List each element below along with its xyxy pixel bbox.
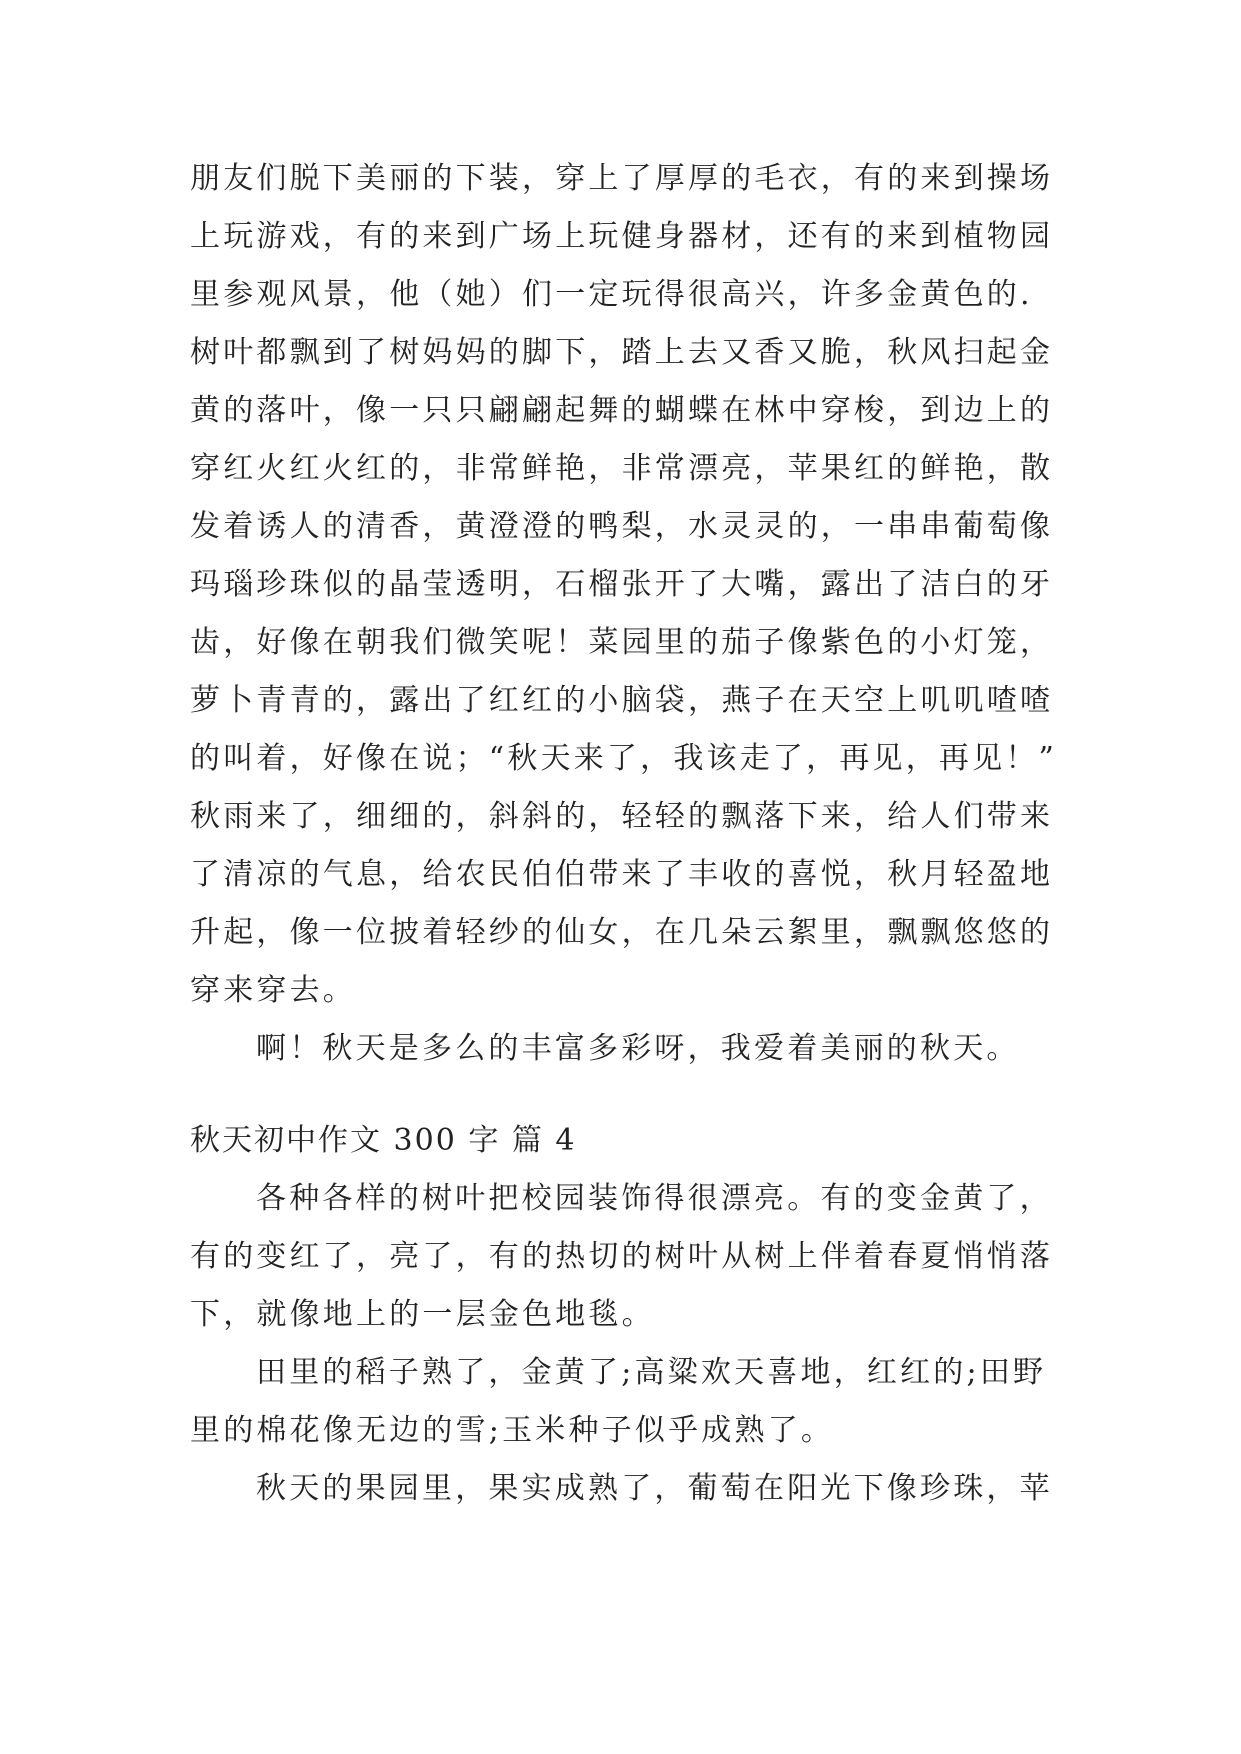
- section-1: [190, 150, 1070, 1078]
- paragraph: [190, 1170, 1070, 1344]
- text-line: 有的变红了，亮了，有的热切的树叶从树上伴着春夏悄悄落: [190, 1239, 1054, 1274]
- paragraph: [190, 1344, 1070, 1460]
- text-line: 各种各样的树叶把校园装饰得很漂亮。有的变金黄了，: [256, 1181, 1053, 1216]
- text-line: 升起，像一位披着轻纱的仙女，在几朵云絮里，飘飘悠悠的: [190, 915, 1054, 950]
- text-line: 里的棉花像无边的雪;玉米种子似乎成熟了。: [190, 1413, 835, 1448]
- document-page: [190, 150, 1070, 1518]
- text-line: 朋友们脱下美丽的下装，穿上了厚厚的毛衣，有的来到操场: [190, 161, 1054, 196]
- text-line: 树叶都飘到了树妈妈的脚下，踏上去又香又脆，秋风扫起金: [190, 335, 1054, 370]
- text-line: 田里的稻子熟了，金黄了;高粱欢天喜地，红红的;田野: [256, 1355, 1047, 1390]
- text-line: 秋天的果园里，果实成熟了，葡萄在阳光下像珍珠，苹: [256, 1471, 1053, 1506]
- text-line: 玛瑙珍珠似的晶莹透明，石榴张开了大嘴，露出了洁白的牙: [190, 567, 1054, 602]
- text-line: 黄的落叶，像一只只翩翩起舞的蝴蝶在林中穿梭，到边上的: [190, 393, 1054, 428]
- text-line: 的叫着，好像在说；“秋天来了，我该走了，再见，再见！”: [190, 741, 1058, 776]
- text-line: 穿来穿去。: [190, 973, 356, 1008]
- text-line: 上玩游戏，有的来到广场上玩健身器材，还有的来到植物园: [190, 219, 1054, 254]
- section-spacer: [190, 1078, 1070, 1112]
- paragraph: [190, 1020, 1070, 1078]
- text-line: 啊！秋天是多么的丰富多彩呀，我爱着美丽的秋天。: [256, 1031, 1020, 1066]
- text-line: 齿，好像在朝我们微笑呢！菜园里的茄子像紫色的小灯笼，: [190, 625, 1054, 660]
- text-line: 里参观风景，他（她）们一定玩得很高兴，许多金黄色的.: [190, 277, 1033, 312]
- text-line: 穿红火红火红的，非常鲜艳，非常漂亮，苹果红的鲜艳，散: [190, 451, 1054, 486]
- text-line: 萝卜青青的，露出了红红的小脑袋，燕子在天空上叽叽喳喳: [190, 683, 1054, 718]
- text-line: 秋雨来了，细细的，斜斜的，轻轻的飘落下来，给人们带来: [190, 799, 1054, 834]
- paragraph: [190, 150, 1070, 1020]
- text-line: 下，就像地上的一层金色地毯。: [190, 1297, 655, 1332]
- section-2: [190, 1112, 1070, 1518]
- text-line: 发着诱人的清香，黄澄澄的鸭梨，水灵灵的，一串串葡萄像: [190, 509, 1054, 544]
- section-heading: 秋天初中作文 300 字 篇 4: [190, 1123, 577, 1158]
- text-line: 了清凉的气息，给农民伯伯带来了丰收的喜悦，秋月轻盈地: [190, 857, 1054, 892]
- paragraph: [190, 1460, 1070, 1518]
